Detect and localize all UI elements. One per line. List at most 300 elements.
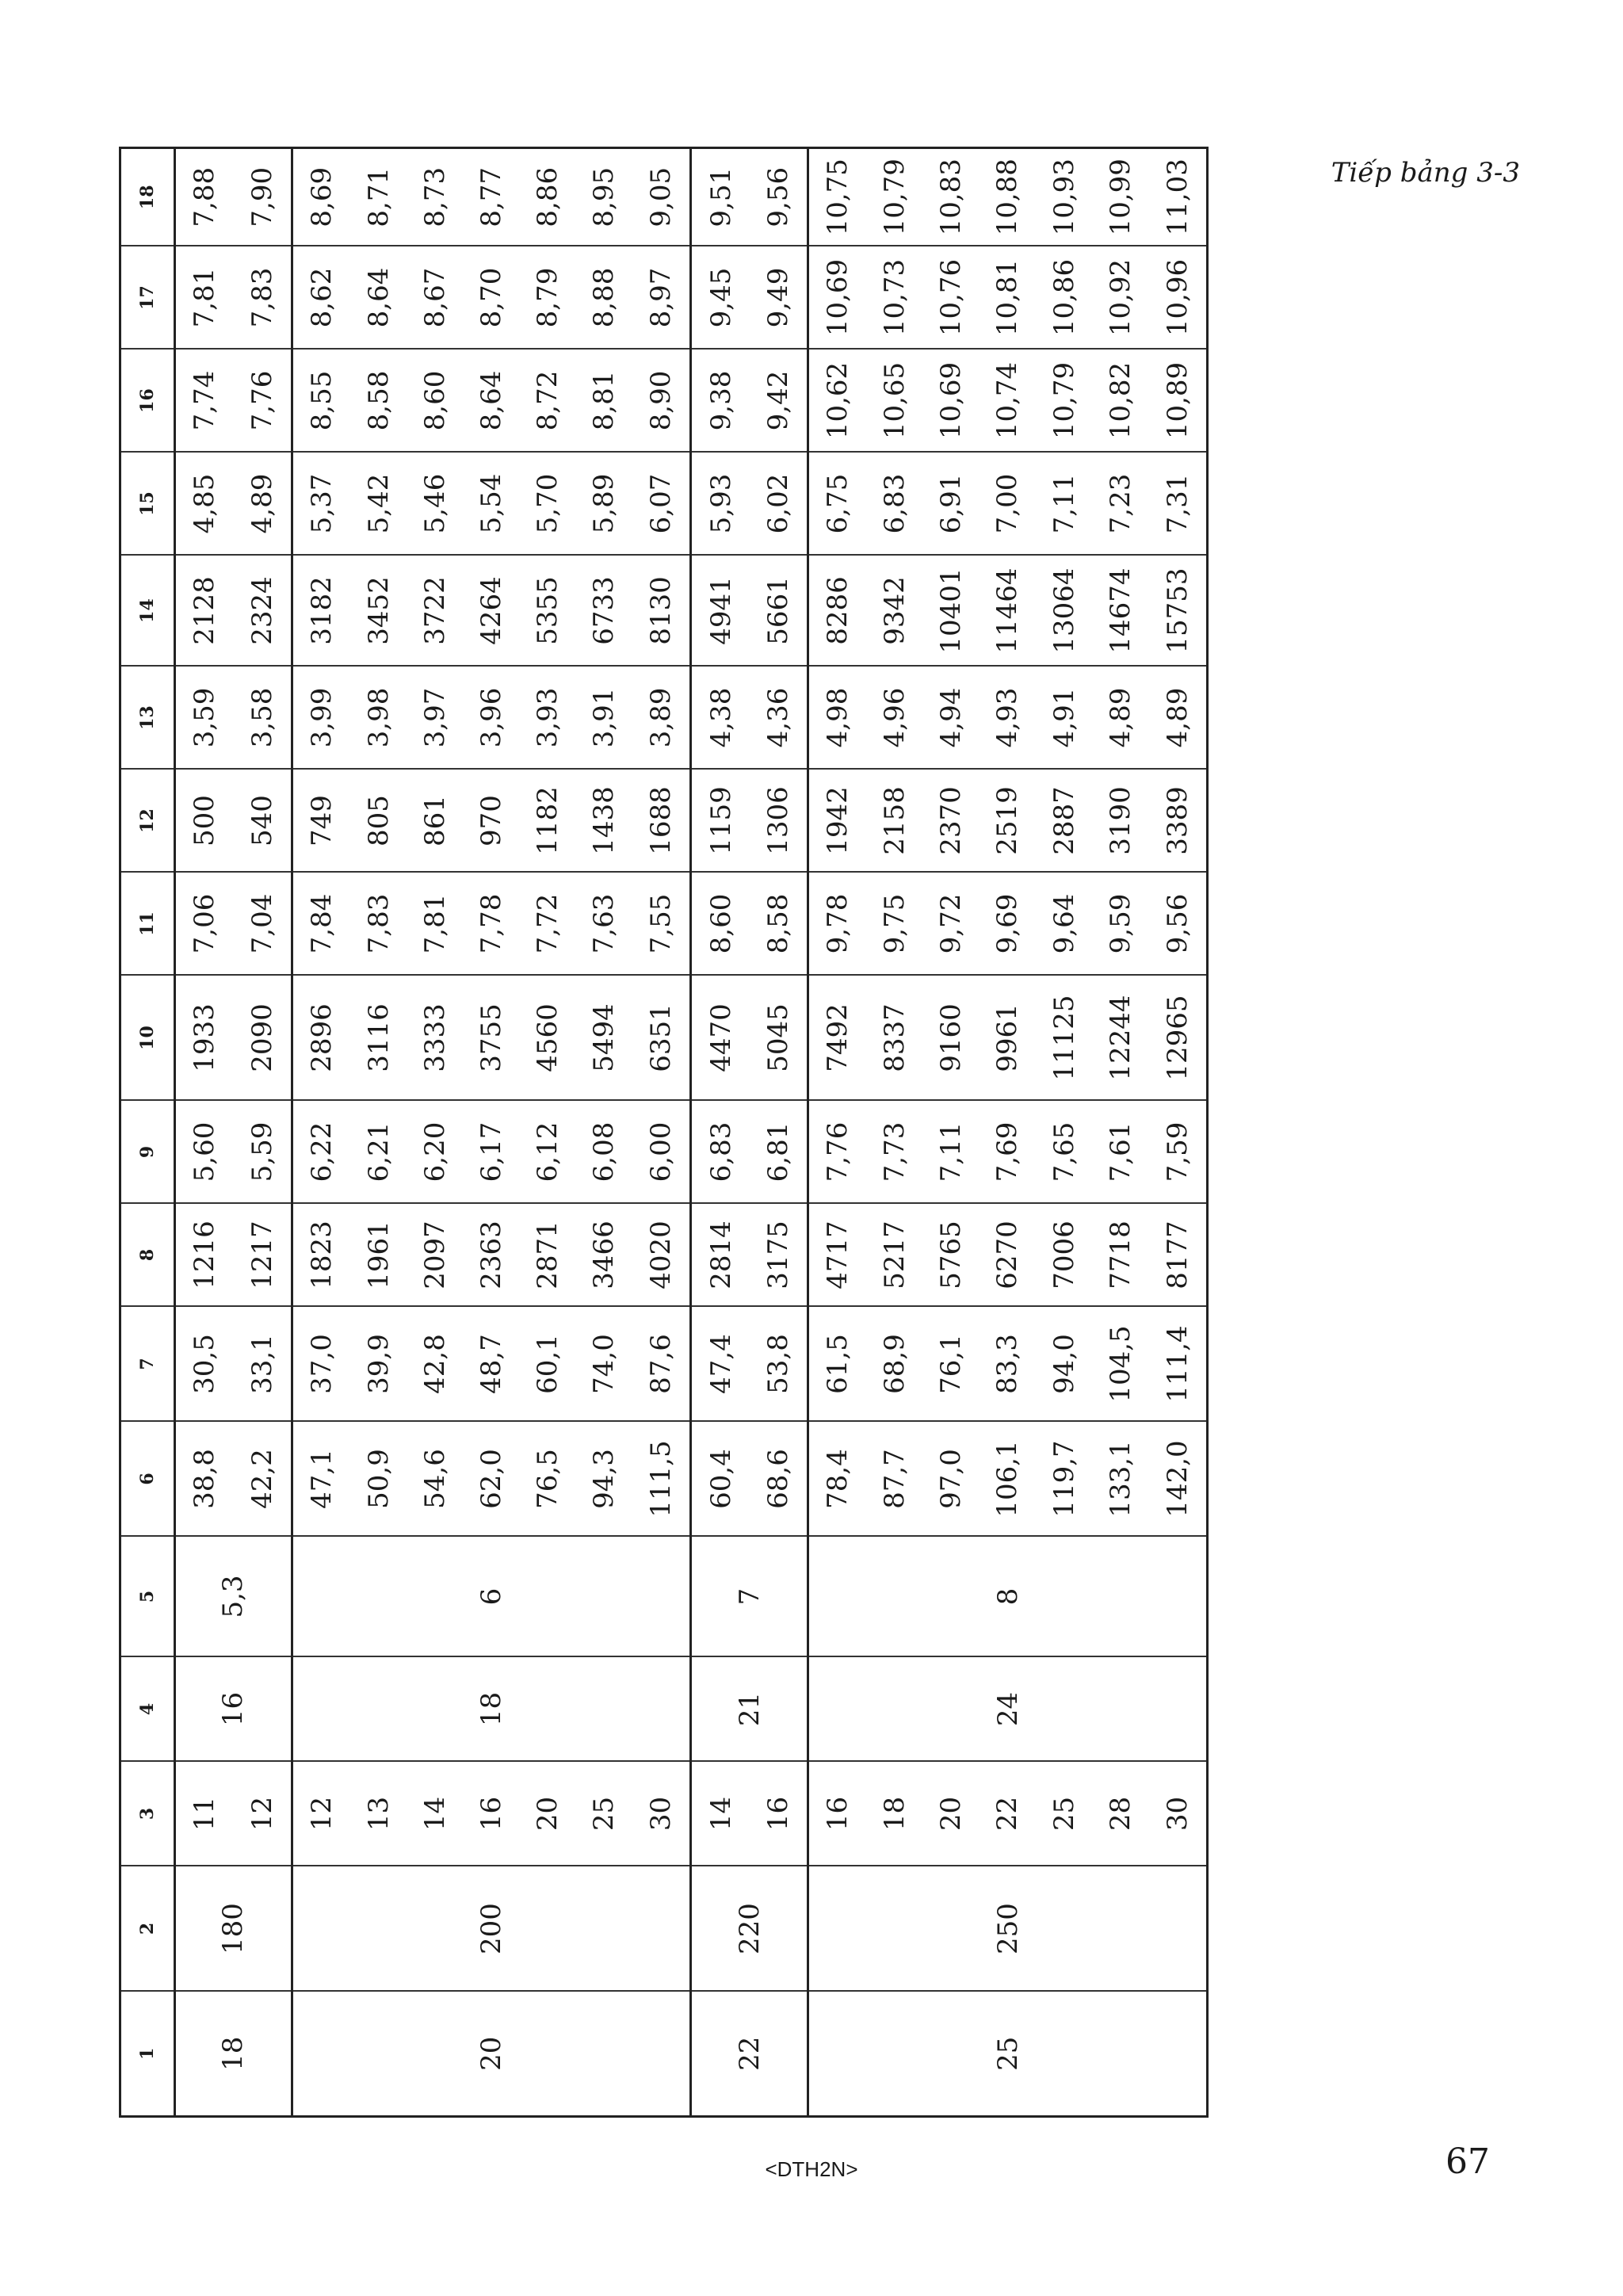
table-row — [1148, 148, 1207, 2117]
table-cell: 3452 — [350, 556, 407, 667]
table-cell: 9,59 — [1092, 873, 1148, 976]
column-number: 7 — [120, 1307, 175, 1422]
table-cell: 7,88 — [175, 148, 234, 246]
table-cell: 6733 — [576, 556, 632, 667]
table-cell: 7,84 — [292, 873, 350, 976]
table-cell: 10,99 — [1092, 148, 1148, 246]
table-cell: 6270 — [980, 1204, 1036, 1307]
table-cell: 5,59 — [233, 1101, 292, 1204]
thickness-d: 16 — [750, 1762, 808, 1866]
table-cell: 60,1 — [520, 1307, 576, 1422]
size-b-mm: 180 — [175, 1866, 292, 1992]
table-row — [980, 148, 1036, 2117]
table-cell: 2887 — [1036, 770, 1092, 873]
table-cell: 60,4 — [691, 1422, 750, 1537]
table-cell: 6,20 — [407, 1101, 463, 1204]
table-cell: 2871 — [520, 1204, 576, 1307]
size-b-mm: 200 — [292, 1866, 691, 1992]
table-cell: 8,73 — [407, 148, 463, 246]
table-cell: 7,23 — [1092, 453, 1148, 556]
column-number: 1 — [120, 1992, 175, 2117]
table-cell: 54,6 — [407, 1422, 463, 1537]
table-cell: 10,82 — [1092, 350, 1148, 453]
table-cell: 10,89 — [1148, 350, 1207, 453]
table-cell: 1159 — [691, 770, 750, 873]
table-cell: 3,91 — [576, 667, 632, 770]
table-cell: 9,78 — [808, 873, 867, 976]
table-cell: 11464 — [980, 556, 1036, 667]
table-cell: 87,6 — [632, 1307, 691, 1422]
table-cell: 10,69 — [923, 350, 980, 453]
table-cell: 1961 — [350, 1204, 407, 1307]
thickness-d: 12 — [233, 1762, 292, 1866]
column-number: 18 — [120, 148, 175, 246]
table-cell: 30,5 — [175, 1307, 234, 1422]
table-cell: 3182 — [292, 556, 350, 667]
table-cell: 500 — [175, 770, 234, 873]
table-cell: 2896 — [292, 976, 350, 1101]
thickness-d: 20 — [923, 1762, 980, 1866]
column-number: 8 — [120, 1204, 175, 1307]
table-cell: 2158 — [866, 770, 922, 873]
table-cell: 5,37 — [292, 453, 350, 556]
radius-r: 16 — [175, 1657, 292, 1762]
table-cell: 1942 — [808, 770, 867, 873]
table-cell: 8,70 — [463, 246, 519, 350]
table-cell: 8,79 — [520, 246, 576, 350]
thickness-d: 11 — [175, 1762, 234, 1866]
table-cell: 7,73 — [866, 1101, 922, 1204]
header-row — [120, 148, 175, 2117]
table-cell: 6,22 — [292, 1101, 350, 1204]
table-cell: 7,74 — [175, 350, 234, 453]
table-cell: 2097 — [407, 1204, 463, 1307]
table-cell: 4717 — [808, 1204, 867, 1307]
column-number: 12 — [120, 770, 175, 873]
table-cell: 3190 — [1092, 770, 1148, 873]
table-cell: 8,71 — [350, 148, 407, 246]
table-cell: 10,93 — [1036, 148, 1092, 246]
column-number: 11 — [120, 873, 175, 976]
table-row — [866, 148, 922, 2117]
table-cell: 8,60 — [407, 350, 463, 453]
table-cell: 4,94 — [923, 667, 980, 770]
thickness-d: 30 — [1148, 1762, 1207, 1866]
column-number: 2 — [120, 1866, 175, 1992]
table-caption: Tiếp bảng 3-3 — [1331, 157, 1520, 189]
table-cell: 47,1 — [292, 1422, 350, 1537]
table-cell: 2363 — [463, 1204, 519, 1307]
table-cell: 33,1 — [233, 1307, 292, 1422]
table-cell: 7,65 — [1036, 1101, 1092, 1204]
table-cell: 10,76 — [923, 246, 980, 350]
table-cell: 7,59 — [1148, 1101, 1207, 1204]
table-cell: 10,69 — [808, 246, 867, 350]
table-cell: 8,64 — [350, 246, 407, 350]
table-cell: 6,75 — [808, 453, 867, 556]
column-number: 16 — [120, 350, 175, 453]
column-number: 15 — [120, 453, 175, 556]
table-cell: 3116 — [350, 976, 407, 1101]
table-cell: 4,89 — [233, 453, 292, 556]
table-cell: 5,89 — [576, 453, 632, 556]
radius-r1: 7 — [691, 1537, 808, 1657]
table-cell: 11,03 — [1148, 148, 1207, 246]
size-b: 25 — [808, 1992, 1208, 2117]
table-cell: 1438 — [576, 770, 632, 873]
table-cell: 3,97 — [407, 667, 463, 770]
table-cell: 10,65 — [866, 350, 922, 453]
table-cell: 76,1 — [923, 1307, 980, 1422]
table-cell: 6,00 — [632, 1101, 691, 1204]
footer-watermark: <DTH2N> — [765, 2157, 858, 2181]
rotated-table-container — [119, 159, 1209, 2118]
size-b: 18 — [175, 1992, 292, 2117]
table-cell: 7,81 — [175, 246, 234, 350]
table-cell: 3,89 — [632, 667, 691, 770]
table-cell: 1823 — [292, 1204, 350, 1307]
column-number: 9 — [120, 1101, 175, 1204]
table-cell: 7,04 — [233, 873, 292, 976]
table-cell: 8286 — [808, 556, 867, 667]
table-cell: 133,1 — [1092, 1422, 1148, 1537]
table-cell: 8,58 — [750, 873, 808, 976]
table-cell: 4,89 — [1092, 667, 1148, 770]
thickness-d: 18 — [866, 1762, 922, 1866]
table-cell: 10,79 — [866, 148, 922, 246]
table-cell: 8,90 — [632, 350, 691, 453]
table-cell: 10,96 — [1148, 246, 1207, 350]
thickness-d: 25 — [1036, 1762, 1092, 1866]
table-cell: 6,08 — [576, 1101, 632, 1204]
thickness-d: 25 — [576, 1762, 632, 1866]
table-cell: 10401 — [923, 556, 980, 667]
table-cell: 7,76 — [808, 1101, 867, 1204]
thickness-d: 14 — [691, 1762, 750, 1866]
table-cell: 10,73 — [866, 246, 922, 350]
table-cell: 9160 — [923, 976, 980, 1101]
table-cell: 8,81 — [576, 350, 632, 453]
table-cell: 12965 — [1148, 976, 1207, 1101]
table-cell: 111,5 — [632, 1422, 691, 1537]
table-cell: 8,60 — [691, 873, 750, 976]
table-row — [632, 148, 691, 2117]
table-cell: 83,3 — [980, 1307, 1036, 1422]
table-cell: 2128 — [175, 556, 234, 667]
table-cell: 4,85 — [175, 453, 234, 556]
table-cell: 4470 — [691, 976, 750, 1101]
table-cell: 6,91 — [923, 453, 980, 556]
table-cell: 5765 — [923, 1204, 980, 1307]
table-cell: 4,36 — [750, 667, 808, 770]
radius-r1: 8 — [808, 1537, 1208, 1657]
table-row — [691, 148, 750, 2117]
table-cell: 12244 — [1092, 976, 1148, 1101]
table-cell: 106,1 — [980, 1422, 1036, 1537]
table-cell: 805 — [350, 770, 407, 873]
table-cell: 6,83 — [866, 453, 922, 556]
table-row — [463, 148, 519, 2117]
table-cell: 749 — [292, 770, 350, 873]
table-cell: 8337 — [866, 976, 922, 1101]
table-cell: 4264 — [463, 556, 519, 667]
table-cell: 10,62 — [808, 350, 867, 453]
table-cell: 4,93 — [980, 667, 1036, 770]
table-cell: 6,17 — [463, 1101, 519, 1204]
radius-r: 24 — [808, 1657, 1208, 1762]
table-cell: 2370 — [923, 770, 980, 873]
table-cell: 111,4 — [1148, 1307, 1207, 1422]
table-cell: 7,63 — [576, 873, 632, 976]
thickness-d: 16 — [808, 1762, 867, 1866]
table-cell: 6351 — [632, 976, 691, 1101]
table-cell: 13064 — [1036, 556, 1092, 667]
table-cell: 9961 — [980, 976, 1036, 1101]
table-cell: 3,93 — [520, 667, 576, 770]
table-cell: 11125 — [1036, 976, 1092, 1101]
table-cell: 8130 — [632, 556, 691, 667]
table-cell: 61,5 — [808, 1307, 867, 1422]
column-number: 6 — [120, 1422, 175, 1537]
table-cell: 87,7 — [866, 1422, 922, 1537]
table-cell: 1216 — [175, 1204, 234, 1307]
table-cell: 3,99 — [292, 667, 350, 770]
table-cell: 7,69 — [980, 1101, 1036, 1204]
table-cell: 4560 — [520, 976, 576, 1101]
table-cell: 10,74 — [980, 350, 1036, 453]
table-cell: 4020 — [632, 1204, 691, 1307]
table-cell: 10,92 — [1092, 246, 1148, 350]
table-cell: 1182 — [520, 770, 576, 873]
column-number: 3 — [120, 1762, 175, 1866]
table-cell: 7,72 — [520, 873, 576, 976]
table-cell: 9342 — [866, 556, 922, 667]
table-cell: 861 — [407, 770, 463, 873]
thickness-d: 13 — [350, 1762, 407, 1866]
table-cell: 540 — [233, 770, 292, 873]
table-cell: 9,45 — [691, 246, 750, 350]
column-number: 4 — [120, 1657, 175, 1762]
table-cell: 3,58 — [233, 667, 292, 770]
table-cell: 8,64 — [463, 350, 519, 453]
table-cell: 37,0 — [292, 1307, 350, 1422]
table-cell: 7,00 — [980, 453, 1036, 556]
table-cell: 7,83 — [350, 873, 407, 976]
table-cell: 10,86 — [1036, 246, 1092, 350]
table-cell: 8,88 — [576, 246, 632, 350]
column-number: 14 — [120, 556, 175, 667]
size-b-mm: 220 — [691, 1866, 808, 1992]
table-cell: 6,12 — [520, 1101, 576, 1204]
table-cell: 7,61 — [1092, 1101, 1148, 1204]
table-cell: 5355 — [520, 556, 576, 667]
table-cell: 7492 — [808, 976, 867, 1101]
table-cell: 1306 — [750, 770, 808, 873]
table-cell: 6,81 — [750, 1101, 808, 1204]
table-cell: 6,21 — [350, 1101, 407, 1204]
table-cell: 53,8 — [750, 1307, 808, 1422]
table-cell: 9,75 — [866, 873, 922, 976]
table-cell: 5,42 — [350, 453, 407, 556]
radius-r: 21 — [691, 1657, 808, 1762]
table-row — [808, 148, 867, 2117]
table-cell: 5,54 — [463, 453, 519, 556]
table-cell: 9,56 — [1148, 873, 1207, 976]
column-number: 10 — [120, 976, 175, 1101]
radius-r1: 6 — [292, 1537, 691, 1657]
table-cell: 3,59 — [175, 667, 234, 770]
table-cell: 8,72 — [520, 350, 576, 453]
table-cell: 6,07 — [632, 453, 691, 556]
table-cell: 5494 — [576, 976, 632, 1101]
table-cell: 1217 — [233, 1204, 292, 1307]
table-row — [1092, 148, 1148, 2117]
radius-r1: 5,3 — [175, 1537, 292, 1657]
table-cell: 9,42 — [750, 350, 808, 453]
table-cell: 7,11 — [1036, 453, 1092, 556]
table-cell: 4,98 — [808, 667, 867, 770]
table-cell: 7,81 — [407, 873, 463, 976]
table-cell: 9,64 — [1036, 873, 1092, 976]
table-cell: 14674 — [1092, 556, 1148, 667]
table-row — [233, 148, 292, 2117]
table-cell: 7006 — [1036, 1204, 1092, 1307]
table-cell: 78,4 — [808, 1422, 867, 1537]
table-cell: 9,51 — [691, 148, 750, 246]
table-cell: 38,8 — [175, 1422, 234, 1537]
table-cell: 94,0 — [1036, 1307, 1092, 1422]
column-number: 17 — [120, 246, 175, 350]
column-number: 13 — [120, 667, 175, 770]
table-cell: 3333 — [407, 976, 463, 1101]
steel-angle-table — [119, 147, 1209, 2118]
table-cell: 9,72 — [923, 873, 980, 976]
table-cell: 7,76 — [233, 350, 292, 453]
size-b: 20 — [292, 1992, 691, 2117]
table-cell: 7,31 — [1148, 453, 1207, 556]
table-cell: 10,83 — [923, 148, 980, 246]
table-cell: 68,9 — [866, 1307, 922, 1422]
table-cell: 9,38 — [691, 350, 750, 453]
table-cell: 1688 — [632, 770, 691, 873]
thickness-d: 14 — [407, 1762, 463, 1866]
size-b: 22 — [691, 1992, 808, 2117]
table-cell: 3,96 — [463, 667, 519, 770]
table-cell: 2519 — [980, 770, 1036, 873]
thickness-d: 22 — [980, 1762, 1036, 1866]
table-body — [120, 148, 1208, 2117]
table-row — [576, 148, 632, 2117]
table-cell: 42,2 — [233, 1422, 292, 1537]
table-cell: 8,69 — [292, 148, 350, 246]
table-cell: 68,6 — [750, 1422, 808, 1537]
table-cell: 5,46 — [407, 453, 463, 556]
table-row — [520, 148, 576, 2117]
table-cell: 76,5 — [520, 1422, 576, 1537]
table-cell: 104,5 — [1092, 1307, 1148, 1422]
table-cell: 5045 — [750, 976, 808, 1101]
table-cell: 7718 — [1092, 1204, 1148, 1307]
table-cell: 8,67 — [407, 246, 463, 350]
table-cell: 8177 — [1148, 1204, 1207, 1307]
table-cell: 7,55 — [632, 873, 691, 976]
table-row — [923, 148, 980, 2117]
table-cell: 8,97 — [632, 246, 691, 350]
table-cell: 5,70 — [520, 453, 576, 556]
table-cell: 3722 — [407, 556, 463, 667]
table-cell: 1933 — [175, 976, 234, 1101]
table-cell: 9,69 — [980, 873, 1036, 976]
table-cell: 62,0 — [463, 1422, 519, 1537]
page-number: 67 — [1445, 2141, 1490, 2182]
table-cell: 9,49 — [750, 246, 808, 350]
table-cell: 6,83 — [691, 1101, 750, 1204]
table-cell: 2090 — [233, 976, 292, 1101]
table-cell: 8,95 — [576, 148, 632, 246]
thickness-d: 30 — [632, 1762, 691, 1866]
table-cell: 8,86 — [520, 148, 576, 246]
table-cell: 8,58 — [350, 350, 407, 453]
table-cell: 5661 — [750, 556, 808, 667]
table-cell: 15753 — [1148, 556, 1207, 667]
table-cell: 10,75 — [808, 148, 867, 246]
table-cell: 94,3 — [576, 1422, 632, 1537]
table-cell: 2324 — [233, 556, 292, 667]
table-cell: 6,02 — [750, 453, 808, 556]
table-cell: 5,60 — [175, 1101, 234, 1204]
table-cell: 7,78 — [463, 873, 519, 976]
table-row — [750, 148, 808, 2117]
table-row — [407, 148, 463, 2117]
table-cell: 7,83 — [233, 246, 292, 350]
table-cell: 39,9 — [350, 1307, 407, 1422]
thickness-d: 16 — [463, 1762, 519, 1866]
table-cell: 9,05 — [632, 148, 691, 246]
table-cell: 4,91 — [1036, 667, 1092, 770]
table-cell: 9,56 — [750, 148, 808, 246]
table-cell: 4,89 — [1148, 667, 1207, 770]
table-cell: 8,77 — [463, 148, 519, 246]
table-cell: 4,38 — [691, 667, 750, 770]
table-cell: 48,7 — [463, 1307, 519, 1422]
thickness-d: 20 — [520, 1762, 576, 1866]
table-cell: 7,06 — [175, 873, 234, 976]
table-cell: 3389 — [1148, 770, 1207, 873]
table-cell: 7,90 — [233, 148, 292, 246]
table-cell: 3755 — [463, 976, 519, 1101]
table-cell: 4,96 — [866, 667, 922, 770]
table-cell: 7,11 — [923, 1101, 980, 1204]
table-cell: 5,93 — [691, 453, 750, 556]
table-cell: 5217 — [866, 1204, 922, 1307]
table-row — [175, 148, 234, 2117]
table-row — [350, 148, 407, 2117]
table-cell: 8,62 — [292, 246, 350, 350]
thickness-d: 12 — [292, 1762, 350, 1866]
table-cell: 10,81 — [980, 246, 1036, 350]
table-cell: 3175 — [750, 1204, 808, 1307]
table-cell: 4941 — [691, 556, 750, 667]
radius-r: 18 — [292, 1657, 691, 1762]
table-cell: 10,79 — [1036, 350, 1092, 453]
thickness-d: 28 — [1092, 1762, 1148, 1866]
table-cell: 8,55 — [292, 350, 350, 453]
table-cell: 3466 — [576, 1204, 632, 1307]
table-cell: 50,9 — [350, 1422, 407, 1537]
table-cell: 47,4 — [691, 1307, 750, 1422]
table-cell: 970 — [463, 770, 519, 873]
table-cell: 3,98 — [350, 667, 407, 770]
